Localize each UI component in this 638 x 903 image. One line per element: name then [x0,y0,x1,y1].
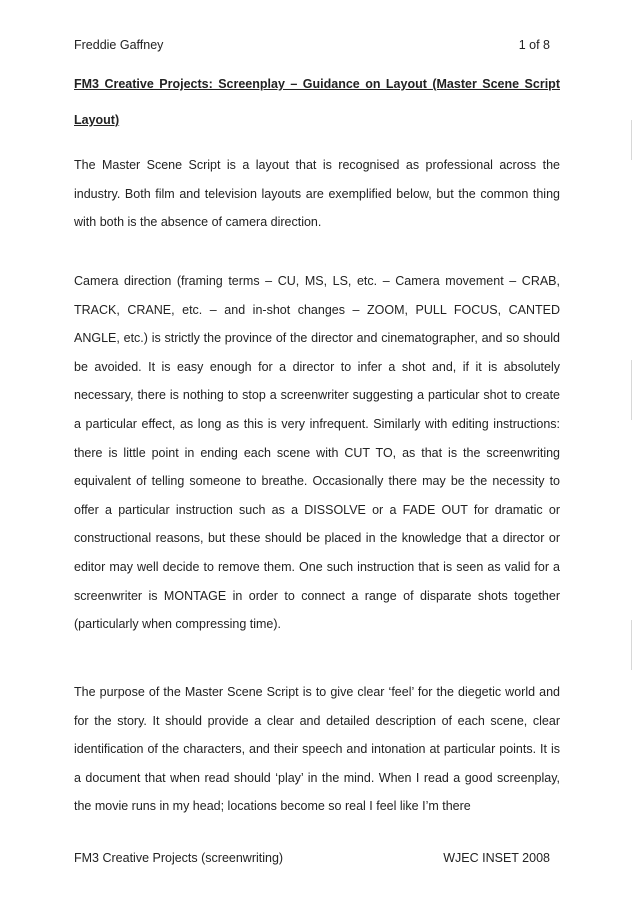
paragraph-camera-direction: Camera direction (framing terms – CU, MS, LS, etc. – Camera movement – CRAB, TRACK, CRANE, etc. – and in-shot changes – ZOOM, PULL FOCUS, CANTED ANGLE, etc.) is strictly the province of the director and cinematographer, and so should be avoided. It is easy enough for a director to infer a shot and, if it is absolutely necessary, there is nothing to stop a screenwriter suggesting a particular shot to create a particular effect, as long as this is very infrequent. Similarly with editing instructions: there is little point in ending each scene with CUT TO, as that is the screenwriting equivalent of telling someone to breathe. Occasionally there may be the necessity to offer a particular instruction such as a DISSOLVE or a FADE OUT for dramatic or constructional reasons, but these should be placed in the knowledge that a director or editor may well decide to remove them. One such instruction that is seen as valid for a screenwriter is MONTAGE in order to connect a range of disparate shots together (particularly when compressing time). [74,274,560,632]
scan-edge-mark [631,360,632,420]
header-page-number: 1 of 8 [518,38,550,52]
paragraph-intro: The Master Scene Script is a layout that is recognised as professional across the industry. Both film and television layouts are exemplified below, but the common thing with both is the absence of camera direction. [74,158,560,230]
header-author: Freddie Gaffney [74,38,164,52]
footer-event: WJEC INSET 2008 [443,851,550,865]
scan-edge-mark [631,120,632,160]
footer-course: FM3 Creative Projects (screenwriting) [74,851,284,865]
scan-edge-mark [631,620,632,670]
document-title: FM3 Creative Projects: Screenplay – Guidance on Layout (Master Scene Script Layout) [74,77,560,127]
paragraph-purpose: The purpose of the Master Scene Script is to give clear ‘feel’ for the diegetic world and for the story. It should provide a clear and detailed description of each scene, clear identification of the characters, and their speech and intonation at particular points. It is a document that when read should ‘play’ in the mind. When I read a good screenplay, the movie runs in my head; locations become so real I feel like I’m there [74,685,560,814]
